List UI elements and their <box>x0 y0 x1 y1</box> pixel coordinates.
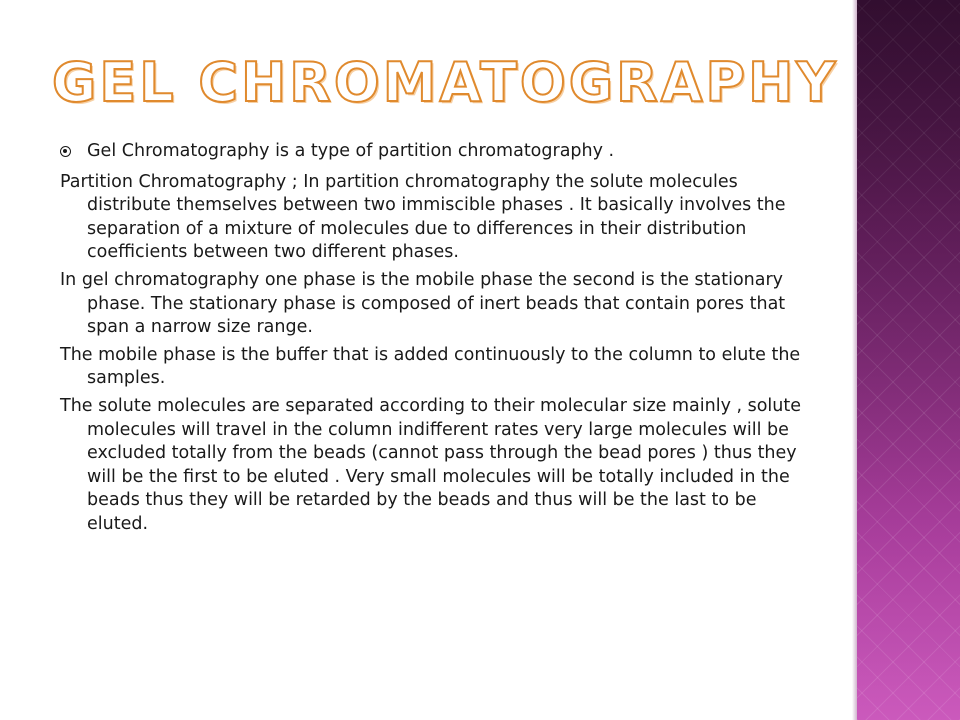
slide-body <box>60 140 805 541</box>
paragraph-partition: Partition Chromatography ; In partition chromatography the solute molecules distribute themselves between two immiscible phases . It basically involves the separation of a mixture of molecules due to differences in their distribution coefficients between two different phases. <box>60 171 786 263</box>
paragraph-phases: In gel chromatography one phase is the mobile phase the second is the stationary phase. The stationary phase is composed of inert beads that contain pores that span a narrow size range. <box>60 269 786 338</box>
paragraph-separation: The solute molecules are separated according to their molecular size mainly , solute molecules will travel in the column indifferent rates very large molecules will be excluded totally from the beads (cannot pass through the bead pores ) thus they will be the first to be eluted . Very small molecules will be totally included in the beads thus they will be retarded by the beads and thus will be the last to be eluted. <box>60 395 802 534</box>
paragraph-mobile-phase: The mobile phase is the buffer that is added continuously to the column to elute the samples. <box>60 344 801 389</box>
decorative-side-band <box>857 0 960 720</box>
bullet-item <box>60 140 805 164</box>
circle-bullet-icon <box>60 146 71 157</box>
slide-title: GEL CHROMATOGRAPHY <box>52 51 839 114</box>
bullet-text: Gel Chromatography is a type of partition chromatography . <box>87 141 615 161</box>
